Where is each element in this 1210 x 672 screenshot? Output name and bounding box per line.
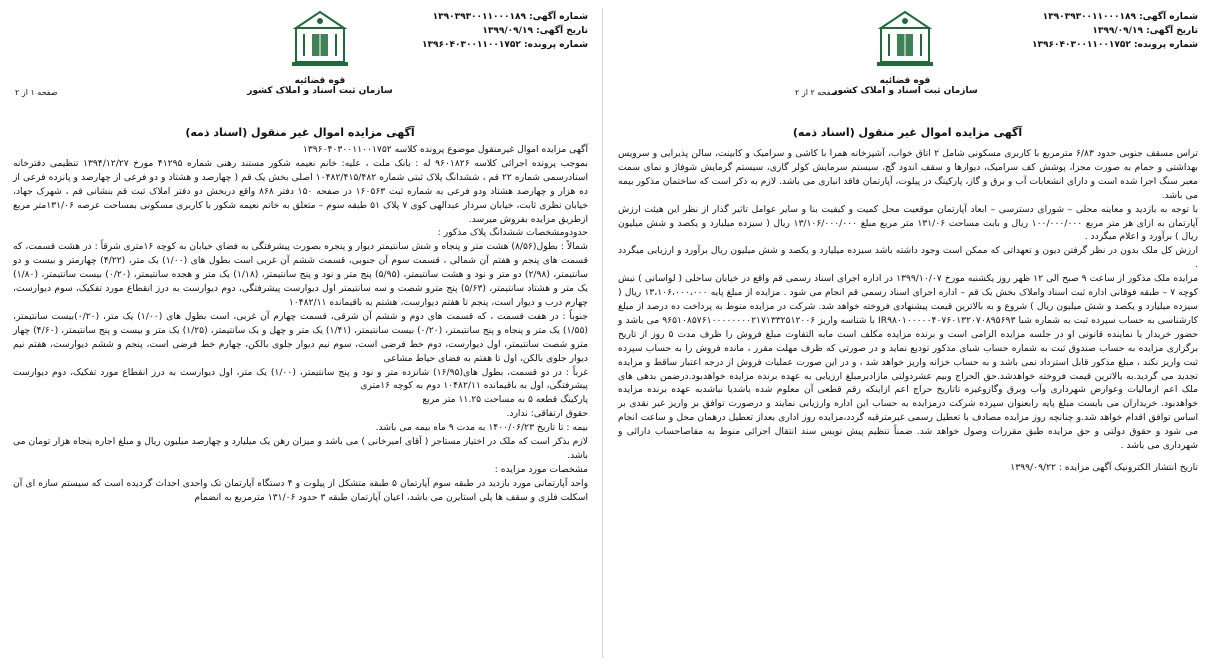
page-divider bbox=[602, 8, 603, 658]
page-number: صفحه ۱ از ۲ bbox=[15, 88, 58, 97]
organization-name: سازمان ثبت اسناد و املاک کشور bbox=[832, 86, 978, 96]
notice-number: ۱۳۹۰۳۹۳۰۰۱۱۰۰۰۱۸۹ bbox=[432, 12, 526, 22]
notice-title: آگهی مزایده اموال غیر منقول (اسناد ذمه) bbox=[185, 126, 415, 139]
paragraph: غرباً : در دو قسمت، بطول های(۱۶/۹۵) شانزده متر و نود و پنج سانتیمتر، (۱/۰۰) یک متر، اول دیوارست به درز انقطاع مورد تفکیک، دوم دیوارست پیشرفتگی، اول به باقیمانده ۱۰۴۸۲/۱۱ دوم به کوچه ۱۶متری bbox=[13, 366, 588, 392]
notice-date: ۱۳۹۹/۰۹/۱۹ bbox=[482, 26, 533, 36]
notice-body bbox=[618, 147, 1198, 475]
paragraph: تراس مسقف جنوبی حدود ۶/۸۳ مترمربع با کاربری مسکونی شامل ۲ اتاق خواب، آشپزخانه همرا با کاشی و سرامیک و کابینت، سالن پذیرایی و سرویس بهداشتی و حمام به صورت مجزا، پوشش کف سرامیک، دیوارها و سقف اندود گچ، سیستم سرمایش کولر گازی، سیستم گرمایش شوفاژ و نمای سمت معبر سنگ اجرا شده است و دارای انشعابات آب و برق و گاز، پارکینگ در پیلوت، آپارتمان فاقد انباری می باشد. لازم به ذکر است که ساختمان مذکور بیمه می باشد. bbox=[617, 148, 1198, 201]
page-number: صفحه ۲ از ۲ bbox=[795, 88, 838, 97]
judiciary-emblem bbox=[830, 4, 980, 114]
judiciary-name: قوه قضائیه bbox=[879, 76, 931, 86]
publication-date: تاریخ انتشار الکترونیک آگهی مزایده : ۱۳۹۹/۰۹/۲۲ bbox=[1010, 461, 1198, 473]
file-number-label: شماره پرونده: bbox=[1134, 40, 1198, 50]
paragraph: حدودومشخصات ششدانگ پلاک مذکور : bbox=[437, 227, 588, 239]
paragraph: آگهی مزایده اموال غیرمنقول موضوع پرونده کلاسه ۱۳۹۶۰۴۰۳۰۰۱۱۰۰۱۷۵۲ bbox=[302, 144, 588, 155]
emblem-icon bbox=[290, 4, 350, 74]
paragraph: بیمه : تا تاریخ ۱۴۰۰/۰۶/۲۳ به مدت ۹ ماه بیمه می باشد. bbox=[375, 422, 588, 434]
paragraph: حقوق ارتفاقی: ندارد. bbox=[506, 408, 588, 420]
notice-date: ۱۳۹۹/۰۹/۱۹ bbox=[1092, 26, 1143, 36]
file-number-label: شماره پرونده: bbox=[524, 40, 588, 50]
notice-date-label: تاریخ آگهی: bbox=[536, 26, 588, 36]
paragraph: ارزش کل ملک بدون در نظر گرفتن دیون و تعهداتی که ممکن است وجود داشته باشد سیزده میلیارد و یکصد و شش میلیون ریال برآورد و ارزیابی میگردد . bbox=[618, 245, 1198, 271]
notice-title: آگهی مزایده اموال غیر منقول (اسناد ذمه) bbox=[792, 126, 1023, 139]
notice-number-label: شماره آگهی: bbox=[529, 12, 588, 22]
file-number: ۱۳۹۶۰۴۰۳۰۰۱۱۰۰۱۷۵۲ bbox=[1032, 40, 1131, 50]
notice-header bbox=[998, 10, 1198, 52]
paragraph: شمالاً : بطول(۸/۵۶) هشت متر و پنجاه و شش سانتیمتر دیوار و پنجره بصورت پیشرفتگی به فضای خیابان به کوچه ۱۶متری شرقاً : در هشت قسمت، که قسمت های پنجم و هفتم آن شمالی ، قسمت سوم آن جنوبی، قسمت ششم آن غربی است بطول های (۱/۰۰) یک متر، (۴/۲۲) چهارمتر و بیست و دو سانتیمتر، (۲/۹۸) دو متر و نود و هشت سانتیمتر، (۵/۹۵) پنج متر و نود و پنج سانتیمتر، (۱/۱۸) یک متر و هجده سانتیمتر، (۰/۲۰) بیست سانتیمتر، (۱/۸۰) یک متر و هشتاد سانتیمتر، (۵/۶۳) پنج مترو شصت و سه سانتیمتر اول دیوارست پیشرفتگی، دوم دیوارست به درز انقطاع مورد تفکیک، سوم دیوارست، چهارم درب و دیوار است، پنجم تا هفتم دیوارست، هشتم به باقیمانده ۱۰۴۸۲/۱۱ bbox=[13, 241, 588, 308]
notice-header bbox=[388, 10, 588, 52]
paragraph: جنوباً : در هفت قسمت ، که قسمت های دوم و ششم آن شرقی، قسمت چهارم آن غربی، است بطول های (۱/۰۰) یک متر، (۰/۲۰)بیست سانتیمتر، (۱/۵۵) یک متر و پنجاه و پنج سانتیمتر، (۰/۲۰) بیست سانتیمتر، (۱/۴۱) یک متر و چهل و یک سانتیمتر، (۱/۲۵) یک متر و بیست و پنج سانتیمتر، (۴/۶۰) چهار مترو شصت سانتیمتر، اول دیوارست، دوم خط فرضی است، سوم نیم دیوار جلوی بالکن، چهارم خط فرضی است، پنجم و ششم دیوارست، هفتم نیم دیوار جلوی بالکن، اول تا هفتم به فضای حیاط مشاعی bbox=[13, 310, 588, 364]
paragraph: لازم بذکر است که ملک در اختیار مستاجر ( آقای امیرخانی ) می باشد و میزان رهن یک میلیارد و چهارصد میلیون ریال و مبلغ اجاره پنجاه هزار تومان می باشد. bbox=[13, 436, 588, 461]
notice-number: ۱۳۹۰۳۹۳۰۰۱۱۰۰۰۱۸۹ bbox=[1042, 12, 1136, 22]
judiciary-emblem bbox=[245, 4, 395, 114]
file-number: ۱۳۹۶۰۴۰۳۰۰۱۱۰۰۱۷۵۲ bbox=[422, 40, 521, 50]
paragraph: مزایده ملک مذکور از ساعت ۹ صبح الی ۱۲ ظهر روز یکشنبه مورخ ۱۳۹۹/۱۰/۰۷ در اداره اجرای اسناد رسمی قم واقع در خیابان ساحلی ( لواسانی ) نبش کوچه ۷ – طبقه فوقانی اداره ثبت اسناد واملاک بخش یک قم – اداره اجرای اسناد رسمی قم انجام می شود . مزایده از مبلغ پایه ۱۳،۱۰۶،۰۰۰،۰۰۰ ریال ( سیزده میلیارد و یکصد و شش میلیون ریال ) شروع و به بالاترین قیمت پیشنهادی فروخته خواهد شد. شرکت در مزایده منوط به پرداخت ده درصد از مبلغ کارشناسی به حساب سپرده ثبت به شماره شبا IR۹۸۰۱۰۰۰۰۰۴۰۷۶۰۱۳۲۰۷۰۸۹۵۶۹۳ با شناسه واریز ۹۶۵۱۰۸۵۷۶۱۰۰۰۰۰۰۰۰۲۱۷۱۳۳۲۵۱۲۰۰۶ می باشد و حضور خریدار یا نماینده قانونی او در جلسه مزایده الزامی است و برنده مزایده مکلف است مابه التفاوت مبلغ فروش را ظرف مدت ۵ روز از تاریخ برگزاری مزایده به حساب صندوق ثبت به شماره حساب شبای مذکور تودیع نماید و در صورتی که ظرف مهلت مقرر ، مانده فروش را به حساب سپرده ثبت واریز نکند ، مبلغ مذکور قابل استرداد نمی باشد و به حساب خزانه واریز خواهد شد ، و در این صورت عملیات فروش از درجه اعتبار ساقط و مزایده تجدید می گردید.به بالاترین قیمت فروخته خواهدشد.حق الحراج وبیم عشردولتی مازادبرمبلغ ارزیابی به عهده برنده مزایده خواهدبود.درضمن بدهی های ملک اعم ازمالیات وعوارض شهرداری وآب وبرق وگازوغیره تاتاریخ حراج اعم ازاینکه رقم قطعی آن معلوم شده باشدیا نباشدبه عهده برنده مزایده خواهدبود. خریداران می بایست مبلغ پایه رابعنوان سپرده شرکت درمزایده به حساب این اداره وارزیابی نمایند و درصورت توافق بر واریز غیر نقدی بر اساس توافق اقدام خواهد شد.و چنانچه روز مزایده مصادف با تعطیل رسمی غیرمترقبه گردد،مزایده روز اداری بعداز تعطیل درهمان محل و ساعت انجام می شود و حقوق دولتی و حق مزایده طبق مقررات وصول خواهد شد. ضمناً تنظیم پیش نویس سند انتقال اجرائی منوط به مفاصاحساب دارائی و شهرداری می باشد . bbox=[618, 273, 1199, 452]
page-one bbox=[0, 0, 600, 672]
notice-date-label: تاریخ آگهی: bbox=[1146, 26, 1198, 36]
paragraph: مشخصات مورد مزایده : bbox=[494, 463, 588, 475]
paragraph: بموجب پرونده اجرائی کلاسه ۹۶۰۱۸۲۶ له : بانک ملت ، علیه: خانم نعیمه شکور مستند رهنی شماره ۴۱۲۹۵ مورخ ۱۳۹۴/۱۲/۲۷ تنظیمی دفترخانه اسنادرسمی شماره ۲۲ قم ، ششدانگ پلاک ثبتی شماره ۱۰۴۸۲/۴۱۵/۴۸۲ اصلی بخش یک قم ( چهارصد و هشتاد و دو فرعی از چهارصد و پانزده فرعی از ده هزار و چهارصد هشتاد ودو فرعی به شماره ثبت ۱۶۰۵۶۳ در صفحه ۱۵۰ دفتر ۸۶۸ واقع دربخش دو دفتر املاک ثبت قم بنشانی قم ، شهرک جهاد، خیابان نظری ثابت، خیابان سردار عبدالهی کوی ۷ پلاک ۵۱ طبقه سوم – متعلق به خانم نعیمه شکور با کاربری مسکونی بمساحت عرصه ۱۳۱/۰۶متر مربع ازطریق مزایده بفروش میرسد. bbox=[13, 157, 589, 225]
emblem-icon bbox=[875, 4, 935, 74]
notice-number-label: شماره آگهی: bbox=[1139, 12, 1198, 22]
notice-body bbox=[13, 143, 588, 505]
organization-name: سازمان ثبت اسناد و املاک کشور bbox=[247, 86, 393, 96]
judiciary-name: قوه قضائیه bbox=[294, 76, 346, 86]
paragraph: پارکینگ قطعه ۵ به مساحت ۱۱.۲۵ متر مربع bbox=[422, 394, 588, 406]
page-two bbox=[605, 0, 1210, 672]
paragraph: با توجه به بازدید و معاینه محلی – شورای دسترسی – ابعاد آپارتمان موقعیت محل کمیت و کیفیت بنا و سایر عوامل تاثیر گذار از نظر این هیئت ارزش آپارتمان به ازای هر متر مربع ۱۰۰/۰۰۰/۰۰۰ ریال و بابت مساحت ۱۳۱/۰۶ متر مربع مبلغ ۱۳/۱۰۶/۰۰۰/۰۰۰ ریال ( سیزده میلیارد و یکصد و شش میلیون ریال ) برآورد و اعلام میگردد . bbox=[618, 203, 1198, 243]
paragraph: واحد آپارتمانی مورد بازدید در طبقه سوم آپارتمان ۵ طبقه متشکل از پیلوت و ۴ دستگاه آپارتمان تک واحدی احداث گردیده است که سیستم سازه ای آن اسکلت فلزی و سقف ها پلی استایرن می باشد، اعیان آپارتمان طبقه ۳ حدود ۱۳۱/۰۶ مترمربع به انضمام bbox=[13, 477, 588, 503]
